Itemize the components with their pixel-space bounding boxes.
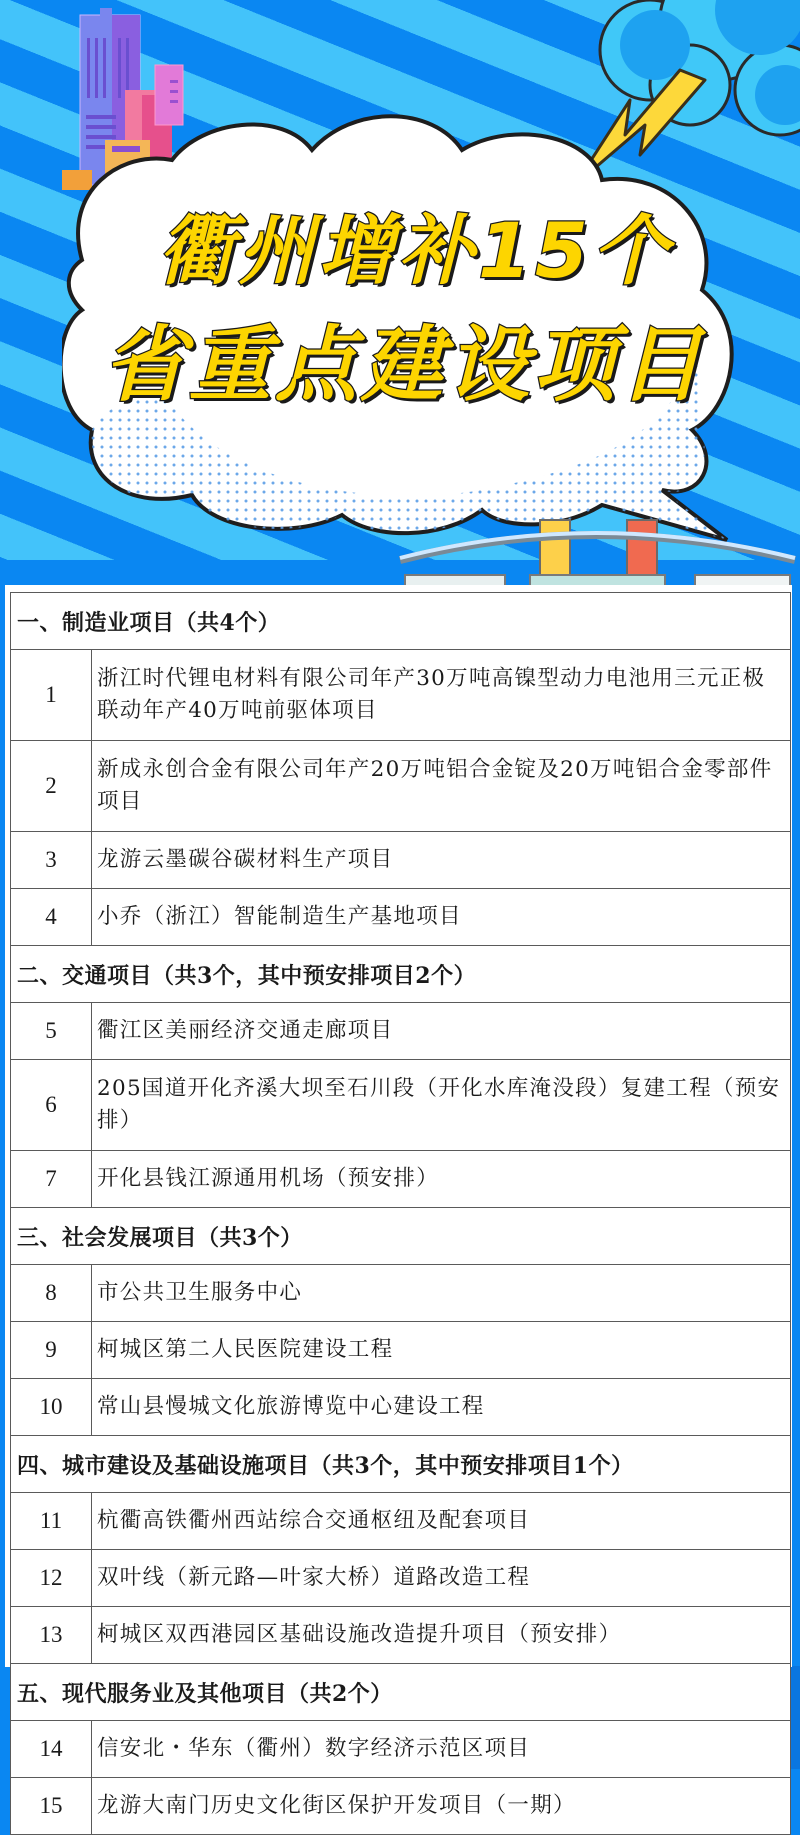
- item-name: 常山县慢城文化旅游博览中心建设工程: [92, 1379, 791, 1436]
- section-header-row: [11, 1664, 791, 1721]
- table-row: [11, 832, 791, 889]
- page-title-line1: 衢州增补15个: [158, 206, 672, 295]
- table-row: [11, 1379, 791, 1436]
- item-name: 新成永创合金有限公司年产20万吨铝合金锭及20万吨铝合金零部件项目: [92, 741, 791, 832]
- item-number: 4: [11, 889, 92, 946]
- page-title-line2: 省重点建设项目: [103, 318, 705, 413]
- item-name: 柯城区第二人民医院建设工程: [92, 1322, 791, 1379]
- item-name: 市公共卫生服务中心: [92, 1265, 791, 1322]
- item-name: 开化县钱江源通用机场（预安排）: [92, 1151, 791, 1208]
- item-name: 杭衢高铁衢州西站综合交通枢纽及配套项目: [92, 1493, 791, 1550]
- item-number: 1: [11, 650, 92, 741]
- table-row: [11, 889, 791, 946]
- table-row: [11, 1322, 791, 1379]
- section-title: 四、城市建设及基础设施项目（共3个，其中预安排项目1个）: [11, 1436, 791, 1493]
- projects-table: [10, 592, 791, 1835]
- item-number: 9: [11, 1322, 92, 1379]
- section-header-row: [11, 946, 791, 1003]
- table-row: [11, 1060, 791, 1151]
- table-row: [11, 1778, 791, 1835]
- section-title: 三、社会发展项目（共3个）: [11, 1208, 791, 1265]
- section-header-row: [11, 1436, 791, 1493]
- item-name: 浙江时代锂电材料有限公司年产30万吨高镍型动力电池用三元正极联动年产40万吨前驱体项目: [92, 650, 791, 741]
- section-title: 五、现代服务业及其他项目（共2个）: [11, 1664, 791, 1721]
- item-number: 8: [11, 1265, 92, 1322]
- item-number: 2: [11, 741, 92, 832]
- item-number: 13: [11, 1607, 92, 1664]
- section-title: 一、制造业项目（共4个）: [11, 593, 791, 650]
- table-row: [11, 1003, 791, 1060]
- item-name: 柯城区双西港园区基础设施改造提升项目（预安排）: [92, 1607, 791, 1664]
- item-name: 双叶线（新元路—叶家大桥）道路改造工程: [92, 1550, 791, 1607]
- table-row: [11, 1151, 791, 1208]
- table-row: [11, 741, 791, 832]
- item-number: 15: [11, 1778, 92, 1835]
- section-header-row: [11, 593, 791, 650]
- item-name: 小乔（浙江）智能制造生产基地项目: [92, 889, 791, 946]
- section-title: 二、交通项目（共3个，其中预安排项目2个）: [11, 946, 791, 1003]
- train-station-icon: [395, 500, 800, 590]
- table-row: [11, 1607, 791, 1664]
- item-number: 14: [11, 1721, 92, 1778]
- item-number: 3: [11, 832, 92, 889]
- table-row: [11, 1493, 791, 1550]
- item-name: 205国道开化齐溪大坝至石川段（开化水库淹没段）复建工程（预安排）: [92, 1060, 791, 1151]
- item-number: 7: [11, 1151, 92, 1208]
- section-header-row: [11, 1208, 791, 1265]
- item-name: 龙游云墨碳谷碳材料生产项目: [92, 832, 791, 889]
- item-name: 衢江区美丽经济交通走廊项目: [92, 1003, 791, 1060]
- item-name: 龙游大南门历史文化街区保护开发项目（一期）: [92, 1778, 791, 1835]
- table-row: [11, 650, 791, 741]
- item-number: 10: [11, 1379, 92, 1436]
- item-number: 5: [11, 1003, 92, 1060]
- item-name: 信安北・华东（衢州）数字经济示范区项目: [92, 1721, 791, 1778]
- table-row: [11, 1265, 791, 1322]
- item-number: 6: [11, 1060, 92, 1151]
- table-row: [11, 1550, 791, 1607]
- item-number: 11: [11, 1493, 92, 1550]
- item-number: 12: [11, 1550, 92, 1607]
